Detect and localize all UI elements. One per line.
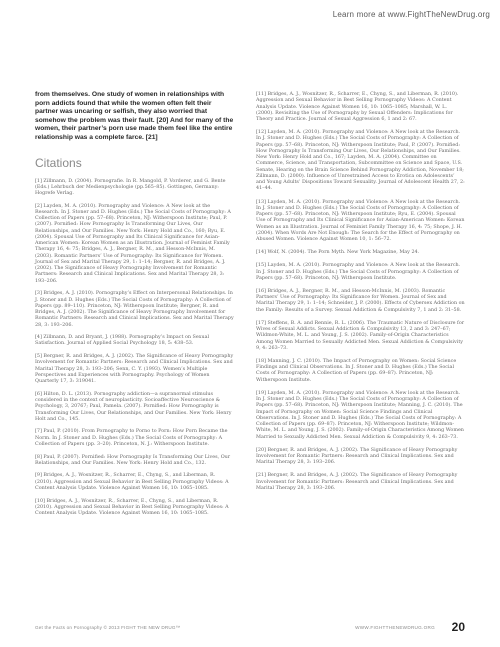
citation-19: [19] Layden, M. A. (2010). Pornography and Violence: A New look at the Research. In J. Stoner and D. Hughes (Eds.) The Social Costs of Pornography: A Collection of Papers (pp. 57–68). Princeton, NJ: Witherspoon Institute; Manning, J. C. (2010). The Impact of Pornography on Women: Social Science Findings and Clinical Observations. In J. Stoner and D. Hughes (Eds.) The Social Costs of Pornography: A Collection of Papers (pp. 69–87). Princeton, NJ: Witherspoon Institute; Wildmon-White, M. L. and Young, J. S. (2002). Family-of-Origin Characteristics Among Women Married to Sexually Addicted Men. Sexual Addiction & Compulsivity 9, 4: 263–73. [256,389,464,440]
citation-15: [15] Layden, M. A. (2010). Pornography and Violence: A New look at the Research. In J. Stoner and D. Hughes (Eds.) The Social Costs of Pornography: A Collection of Papers (pp. 57–68). Princeton, NJ: Witherspoon Institute. [256,262,461,281]
citation-3: [3] Bridges, A. J. (2010). Pornography’s Effect on Interpersonal Relationships. In J. Stoner and D. Hughes (Eds.) The Social Costs of Pornography: A Collection of Papers (pp. 89–110). Princeton, NJ: Witherspoon Institute; Bergner, R. and Bridges, A. J. (2002). The Significance of Heavy Pornography Involvement for Romantic Partners: Research and Clinical Implications. Sex and Marital Therapy 28, 3: 193–206. [35,290,234,328]
citation-16: [16] Bridges, A. J., Bergner, R. M., and Hesson-McInnis, M. (2003). Romantic Partners’ Use of Pornography: Its Significance for Women. Journal of Sex and Marital Therapy 29, 1: 1–14; Schneider, J. P. (2000). Effects of Cybersex Addiction on the Family: Results of a Survey. Sexual Addiction & Compulsivity 7, 1 and 2: 31–58. [256,287,465,313]
citation-14: [14] Wolf, N. (2004). The Porn Myth. New York Magazine, May 24. [256,249,420,256]
citation-2: [2] Layden, M. A. (2010). Pornography and Violence: A New look at the Research. In J. Stoner and D. Hughes (Eds.) The Social Costs of Pornography: A Collection of Papers (pp. 57–68). Princeton, NJ: Witherspoon Institute; Paul, P. (2007). Pornified: How Pornography Is Transforming Our Lives, Our Relationships, and Our Families. New York: Henry Hold and Co., 160; Ryu, E. (2004). Spousal Use of Pornography and Its Clinical Significance for Asian-American Women: Korean Women as an Illustration. Journal of Feminist Family Therapy 16, 4: 75; Bridges, A. J., Bergner, R. M., and Hesson-McInnis, M. (2003). Romantic Partners’ Use of Pornography: Its Significance for Women. Journal of Sex and Marital Therapy 29, 1: 1–14; Bergner, R. and Bridges, A. J. (2002). The Significance of Heavy Pornography Involvement for Romantic Partners: Research and Clinical Implications. Sex and Marital Therapy 28, 3: 193–206. [35,202,231,284]
citation-13: [13] Layden, M. A. (2010). Pornography and Violence: A New look at the Research. In J. Stoner and D. Hughes (Eds.) The Social Costs of Pornography: A Collection of Papers (pp. 57–68). Princeton, NJ: Witherspoon Institute; Ryu, E. (2004). Spousal Use of Pornography and Its Clinical Significance for Asian-American Women: Korean Women as an Illustration. Journal of Feminist Family Therapy 16, 4: 75; Shope, J. H. (2004). When Words Are Not Enough: The Search for the Effect of Pornography on Abused Women. Violence Against Women 10, 1: 56–72. [256,198,465,243]
citation-7: [7] Paul, P. (2010). From Pornography to Porno to Porn: How Porn Became the Norm. In J. Stoner and D. Hughes (Eds.) The Social Costs of Pornography: A Collection of Papers (pp. 3–20). Princeton, N. J.: Witherspoon Institute. [35,428,228,447]
citation-4: [4] Zillmann, D. and Bryant, J. (1988). Pornography’s Impact on Sexual Satisfaction. Journal of Applied Social Psychology 18, 5: 438–53. [35,334,210,347]
citation-1: [1] Zillmann, D. (2004). Pornografie. In R. Mangold, P. Vorderer, and G. Bente (Eds.) Lehrbuch der Medienpsychologie (pp.565–85). Gottingen, Germany: Hogrefe Verlag. [35,177,226,197]
left-column [35,91,234,523]
citation-6: [6] Hilton, D. L. (2013). Pornography addiction—a supranormal stimulus considered in the context of neuroplasticity. Socioaffective Neuroscience & Psychology, 3, 20767; Paul, Pamela. (2007). Pornified: How Pornography is Transforming Our Lives, Our Relationships, and Our Families. New York: Henry Holt and Co., 145. [35,390,232,422]
citation-8: [8] Paul, P. (2007). Pornified: How Pornography Is Transforming Our Lives, Our Relationships, and Our Families. New York: Henry Hold and Co., 132. [35,453,231,466]
footer-copyright: Get the Facts on Pornography © 2013 FIGHT THE NEW DRUG™ [35,625,181,630]
citation-18: [18] Manning, J. C. (2010). The Impact of Pornography on Women: Social Science Findings and Clinical Observations. In J. Stoner and D. Hughes (Eds.) The Social Costs of Pornography: A Collection of Papers (pp. 69–87). Princeton, NJ: Witherspoon Institute. [256,357,457,383]
citations-heading: Citations [35,155,82,170]
citation-20: [20] Bergner, R. and Bridges, A. J. (2002). The Significance of Heavy Pornography Involvement for Romantic Partners: Research and Clinical Implications. Sex and Marital Therapy 28, 3: 193–206. [256,446,458,466]
citation-17: [17] Steffens, B. A. and Rennie, R. L. (2006). The Traumatic Nature of Disclosure for Wives of Sexual Addicts. Sexual Addiction & Compulsivity 13, 2 and 3: 247–67; Wildmon-White, M. L. and Young, J. S. (2002). Family-of-Origin Characteristics Among Women Married to Sexually Addicted Men. Sexual Addiction & Compulsivity 9, 4: 263–73. [256,319,465,351]
citation-21: [21] Bergner, R. and Bridges, A. J. (2002). The Significance of Heavy Pornography Involvement for Romantic Partners: Research and Clinical Implications. Sex and Marital Therapy 28, 3: 193–206. [256,472,458,491]
citation-5: [5] Bergner, R. and Bridges, A. J. (2002). The Significance of Heavy Pornography Involvement for Romantic Partners: Research and Clinical Implications. Sex and Marital Therapy 28, 3: 193–206; Senn, C. Y. (1993). Women’s Multiple Perspectives and Experiences with Pornography. Psychology of Women Quarterly 17, 3: 319041. [35,353,234,385]
page-footer [35,622,465,636]
citation-9: [9] Bridges, A. J., Wosnitzer, R., Scharrer, E., Chyng, S., and Liberman, R. (2010). Aggression and Sexual Behavior in Best Selling Pornography Videos: A Content Analysis Update. Violence Against Women 16, 10: 1065–1085. [35,472,229,491]
website-link[interactable]: Learn more at www.FightTheNewDrug.org [332,10,490,19]
right-column [256,91,465,498]
page-number: 20 [451,620,465,634]
citation-11: [11] Bridges, A. J., Wosnitzer, R., Scharrer, E., Chyng, S., and Liberman, R. (2010). Aggression and Sexual Behavior in Best Selling Pornography Videos: A Content Analysis Update. Violence Against Women 16, 10: 1065–1085; Marshall, W. L. (2000). Revisiting the Use of Pornography by Sexual Offenders: Implications for Theory and Practice. Journal of Sexual Aggression 6, 1 and 2: 67. [256,91,459,122]
citation-10: [10] Bridges, A. J., Wosnitzer, R., Scharrer, E., Chyng, S., and Liberman, R. (2010). Aggression and Sexual Behavior in Best Selling Pornography Videos: A Content Analysis Update. Violence Against Women 16, 10: 1065–1085. [35,497,229,517]
citation-12: [12] Layden, M. A. (2010). Pornography and Violence: A New look at the Research. In J. Stoner and D. Hughes (Eds.) The Social Costs of Pornography: A Collection of Papers (pp. 57–68). Princeton, NJ: Witherspoon Institute; Paul, P. (2007). Pornified: How Pornography Is Transforming Our Lives, Our Relationships, and Our Families. New York: Henry Hold and Co., 167; Layden, M. A. (2004). Committee on Commerce, Science, and Transportation, Subcommittee on Science and Space, U.S. Senate, Hearing on the Brain Science Behind Pornography Addiction, November 18; Zillmann, D. (2000). Influence of Unrestrained Access to Erotica on Adolescents’ and Young Adults’ Dispositions Toward Sexuality. Journal of Adolescent Health 27, 2: 41–44. [256,129,465,192]
intro-paragraph: from themselves. One study of women in relationships with porn addicts found that while the women often felt their partner was uncaring or selfish, they also worried that somehow the problem was their fault. [20] And for many of the women, their partner’s porn use made them feel like the entire relationship was a complete farce. [21] [35,91,234,141]
footer-url[interactable]: WWW.FIGHTTHENEWDRUG.ORG [355,625,435,630]
